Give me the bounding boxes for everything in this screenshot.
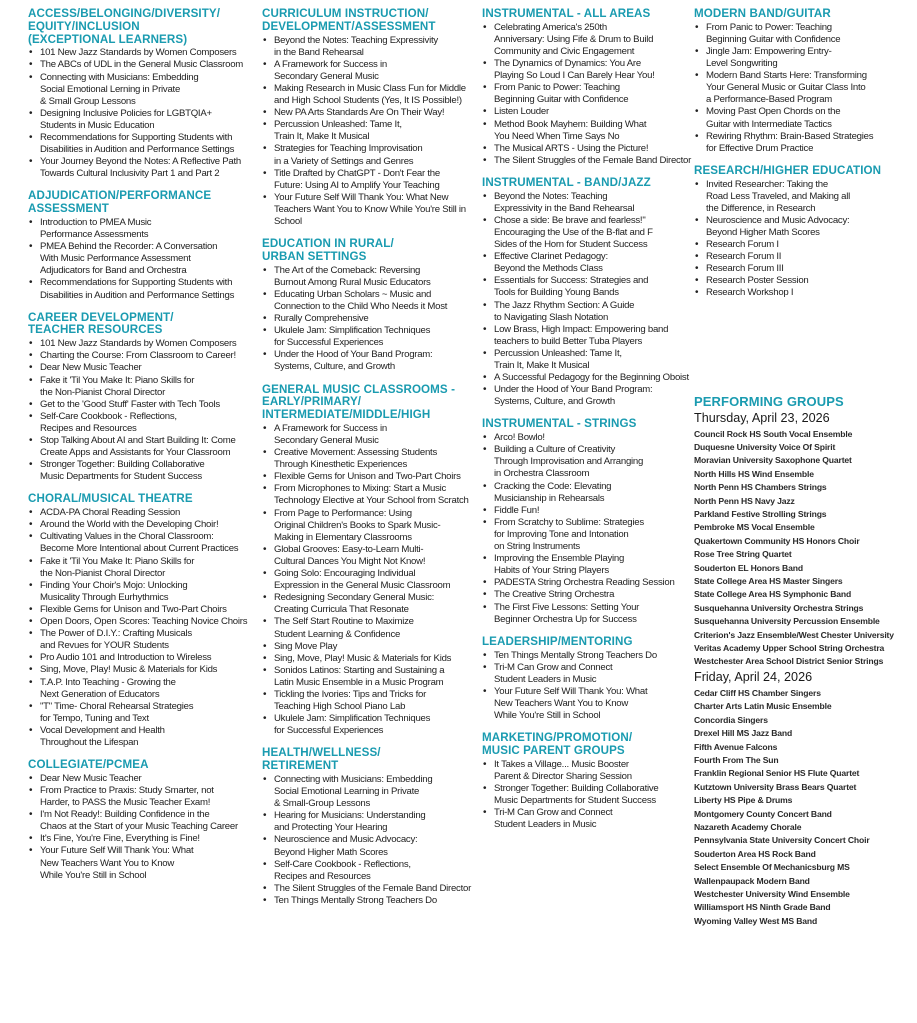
section-education-in-rural — [262, 238, 478, 373]
session-item: • The ABCs of UDL in the General Music Classroom — [28, 59, 248, 71]
ensemble-name: Souderton EL Honors Band — [694, 562, 803, 573]
session-item: • Tri-M Can Grow and Connect Student Leaders in Music — [482, 662, 694, 686]
session-item: • Sing, Move, Play! Music & Materials for Kids — [28, 664, 248, 676]
section-heading: ACCESS/BELONGING/DIVERSITY/ EQUITY/INCLUSION (EXCEPTIONAL LEARNERS) — [28, 7, 221, 46]
ensemble-name: Council Rock HS South Vocal Ensemble — [694, 428, 853, 439]
ensemble-name: Liberty HS Pipe & Drums — [694, 795, 793, 806]
ensemble-name: Pennsylvania State University Concert Choir — [694, 835, 870, 846]
ensemble-name: Quakertown Community HS Honors Choir — [694, 535, 860, 546]
session-item: • Method Book Mayhem: Building What You Need When Time Says No — [482, 119, 694, 143]
column-3 — [482, 8, 694, 841]
section-heading: COLLEGIATE/PCMEA — [28, 758, 149, 772]
section-heading: MARKETING/PROMOTION/ MUSIC PARENT GROUPS — [482, 731, 633, 757]
session-item: • Neuroscience and Music Advocacy: Beyond Higher Math Scores — [262, 834, 478, 858]
session-item: • Improving the Ensemble Playing Habits of Your String Players — [482, 553, 694, 577]
section-heading: INSTRUMENTAL - BAND/JAZZ — [482, 175, 651, 189]
session-item: • Under the Hood of Your Band Program: Systems, Culture, and Growth — [262, 349, 478, 373]
section-adjudication-performance — [28, 190, 248, 301]
ensemble-name: Fifth Avenue Falcons — [694, 741, 778, 752]
session-item: • Tri-M Can Grow and Connect Student Leaders in Music — [482, 807, 694, 831]
section-heading: CURRICULUM INSTRUCTION/ DEVELOPMENT/ASSESSMENT — [262, 7, 436, 33]
session-item: • Dear New Music Teacher — [28, 362, 248, 374]
session-item: • Research Workshop I — [694, 287, 914, 299]
session-item: • From Scratchy to Sublime: Strategies for Improving Tone and Intonation on String Instruments — [482, 517, 694, 553]
section-choral-musical-theatre — [28, 493, 248, 749]
session-item: • The Silent Struggles of the Female Band Director — [262, 883, 478, 895]
session-item: • From Panic to Power: Teaching Beginning Guitar with Confidence — [482, 82, 694, 106]
ensemble-name: Moravian University Saxophone Quartet — [694, 455, 852, 466]
ensemble-name: Westchester Area School District Senior Strings — [694, 656, 884, 667]
ensemble-name: State College Area HS Master Singers — [694, 576, 843, 587]
session-item: • Fake it 'Til You Make It: Piano Skills for the Non-Pianist Choral Director — [28, 375, 248, 399]
session-item: • Neuroscience and Music Advocacy: Beyond Higher Math Scores — [694, 215, 914, 239]
session-item: • Percussion Unleashed: Tame It, Train It, Make It Musical — [262, 119, 478, 143]
section-instrumental-band-jazz — [482, 177, 694, 408]
session-item: • From Page to Performance: Using Original Children's Books to Spark Music- Making in Elementary Classrooms — [262, 508, 478, 544]
session-item: • From Microphones to Mixing: Start a Music Technology Elective at Your School from Scratch — [262, 483, 478, 507]
section-heading: HEALTH/WELLNESS/ RETIREMENT — [262, 746, 381, 773]
section-heading: ADJUDICATION/PERFORMANCE ASSESSMENT — [28, 189, 212, 216]
session-list — [28, 217, 248, 302]
session-item: • Self-Care Cookbook - Reflections, Recipes and Resources — [262, 859, 478, 883]
session-item: • Chose a side: Be brave and fearless!" Encouraging the Use of the B-flat and F Sides of the Horn for Student Success — [482, 215, 694, 251]
session-item: • Cracking the Code: Elevating Musicianship in Rehearsals — [482, 481, 694, 505]
ensemble-name: Concordia Singers — [694, 714, 768, 725]
session-list — [482, 432, 694, 626]
session-item: • Sing Move Play — [262, 641, 478, 653]
session-item: • Beyond the Notes: Teaching Expressivity in the Band Rehearsal — [482, 191, 694, 215]
session-list — [262, 265, 478, 374]
session-item: • Research Poster Session — [694, 275, 914, 287]
section-heading: GENERAL MUSIC CLASSROOMS - EARLY/PRIMARY/ INTERMEDIATE/MIDDLE/HIGH — [262, 382, 456, 422]
session-item: • Redesigning Secondary General Music: Creating Curricula That Resonate — [262, 592, 478, 616]
session-item: • Stronger Together: Building Collaborative Music Departments for Student Success — [482, 783, 694, 807]
session-item: • Flexible Gems for Unison and Two-Part Choirs — [262, 471, 478, 483]
session-item: • Making Research in Music Class Fun for Middle and High School Students (Yes, It IS Possible!) — [262, 83, 478, 107]
ensemble-name: Souderton Area HS Rock Band — [694, 848, 816, 859]
session-item: • Percussion Unleashed: Tame It, Train It, Make It Musical — [482, 348, 694, 372]
session-item: • Stop Talking About AI and Start Building It: Come Create Apps and Assistants for Your Classroom — [28, 435, 248, 459]
ensemble-name: Duquesne University Voice Of Spirit — [694, 441, 836, 452]
session-item: • The Jazz Rhythm Section: A Guide to Navigating Slash Notation — [482, 300, 694, 324]
session-item: • Stronger Together: Building Collaborative Music Departments for Student Success — [28, 459, 248, 483]
session-item: • "T" Time- Choral Rehearsal Strategies for Tempo, Tuning and Text — [28, 701, 248, 725]
session-item: • The Dynamics of Dynamics: You Are Playing So Loud I Can Barely Hear You! — [482, 58, 694, 82]
column-4 — [694, 8, 914, 928]
ensemble-name: Fourth From The Sun — [694, 754, 779, 765]
session-item: • Ten Things Mentally Strong Teachers Do — [262, 895, 478, 907]
session-item: • The Self Start Routine to Maximize Student Learning & Confidence — [262, 616, 478, 640]
session-item: • The First Five Lessons: Setting Your Beginner Orchestra Up for Success — [482, 602, 694, 626]
session-item: • Research Forum I — [694, 239, 914, 251]
session-item: • Get to the 'Good Stuff' Faster with Tech Tools — [28, 399, 248, 411]
session-list — [482, 759, 694, 832]
session-item: • Recommendations for Supporting Students with Disabilities in Audition and Performance Settings — [28, 132, 248, 156]
session-item: • The Art of the Comeback: Reversing Burnout Among Rural Music Educators — [262, 265, 478, 289]
session-item: • Educating Urban Scholars ~ Music and Connection to the Child Who Needs it Most — [262, 289, 478, 313]
ensemble-name: Parkland Festive Strolling Strings — [694, 509, 827, 519]
session-item: • Jingle Jam: Empowering Entry- Level Songwriting — [694, 46, 914, 70]
section-health-wellness — [262, 747, 478, 907]
ensemble-name: Wallenpaupack Modern Band — [694, 875, 810, 886]
session-item: • Creative Movement: Assessing Students Through Kinesthetic Experiences — [262, 447, 478, 471]
ensemble-name: Westchester University Wind Ensemble — [694, 888, 850, 899]
session-item: • PMEA Behind the Recorder: A Conversation With Music Performance Assessment Adjudicators for Band and Orchestra — [28, 241, 248, 277]
session-item: • Invited Researcher: Taking the Road Less Traveled, and Making all the Difference, in Research — [694, 179, 914, 215]
session-item: • Sonidos Latinos: Starting and Sustaining a Latin Music Ensemble in a Music Program — [262, 665, 478, 689]
session-item: • Building a Culture of Creativity Through Improvisation and Arranging in Orchestra Classroom — [482, 444, 694, 480]
ensemble-name: Rose Tree String Quartet — [694, 549, 792, 560]
session-item: • Connecting with Musicians: Embedding Social Emotional Learning in Private & Small-Group Lessons — [262, 774, 478, 810]
ensemble-name: Franklin Regional Senior HS Flute Quartet — [694, 768, 860, 779]
ensemble-name: Susquehanna University Orchestra Strings — [694, 602, 864, 613]
section-collegiate-pcmea — [28, 759, 248, 882]
session-item: • Tickling the Ivories: Tips and Tricks for Teaching High School Piano Lab — [262, 689, 478, 713]
session-item: • Low Brass, High Impact: Empowering band teachers to build Better Tuba Players — [482, 324, 694, 348]
session-list — [482, 191, 694, 409]
section-heading: INSTRUMENTAL - ALL AREAS — [482, 7, 651, 20]
section-instrumental-all-areas — [482, 8, 694, 167]
session-item: • Research Forum II — [694, 251, 914, 263]
session-item: • Listen Louder — [482, 106, 694, 118]
session-item: • Flexible Gems for Unison and Two-Part Choirs — [28, 604, 248, 616]
session-item: • Self-Care Cookbook - Reflections, Recipes and Resources — [28, 411, 248, 435]
session-list — [28, 773, 248, 882]
session-item: • Ten Things Mentally Strong Teachers Do — [482, 650, 694, 662]
performing-day-label: Thursday, April 23, 2026 — [694, 410, 830, 425]
session-item: • It Takes a Village... Music Booster Parent & Director Sharing Session — [482, 759, 694, 783]
section-modern-band-guitar — [694, 8, 914, 155]
session-item: • From Panic to Power: Teaching Beginning Guitar with Confidence — [694, 22, 914, 46]
ensemble-name: Nazareth Academy Chorale — [694, 821, 802, 832]
session-item: • Global Grooves: Easy-to-Learn Multi- Cultural Dances You Might Not Know! — [262, 544, 478, 568]
session-item: • Strategies for Teaching Improvisation in a Variety of Settings and Genres — [262, 143, 478, 167]
ensemble-name: Wyoming Valley West MS Band — [694, 915, 818, 926]
ensemble-name: North Penn HS Navy Jazz — [694, 495, 795, 506]
ensemble-name: North Hills HS Wind Ensemble — [694, 468, 814, 479]
column-1 — [28, 8, 248, 892]
session-list — [482, 650, 694, 723]
section-heading: INSTRUMENTAL - STRINGS — [482, 417, 637, 431]
ensemble-name: Veritas Academy Upper School String Orchestra — [694, 643, 885, 654]
session-item: • Fiddle Fun! — [482, 505, 694, 517]
session-item: • Moving Past Open Chords on the Guitar with Intermediate Tactics — [694, 106, 914, 130]
ensemble-name: Select Ensemble Of Mechanicsburg MS — [694, 862, 850, 873]
session-item: • Connecting with Musicians: Embedding Social Emotional Lerning in Private & Small Group Lessons — [28, 72, 248, 108]
session-item: • PADESTA String Orchestra Reading Session — [482, 577, 694, 589]
session-list — [262, 35, 478, 229]
session-item: • Ukulele Jam: Simplification Techniques for Successful Experiences — [262, 713, 478, 737]
section-heading: EDUCATION IN RURAL/ URBAN SETTINGS — [262, 237, 394, 263]
ensemble-name: Charter Arts Latin Music Ensemble — [694, 701, 832, 712]
ensemble-name: Criterion's Jazz Ensemble/West Chester University — [694, 629, 894, 640]
section-leadership-mentoring — [482, 636, 694, 722]
session-item: • Modern Band Starts Here: Transforming Your General Music or Guitar Class Into a Performance-Based Program — [694, 70, 914, 106]
session-item: • Around the World with the Developing Choir! — [28, 519, 248, 531]
session-list — [694, 22, 914, 155]
session-item: • Arco! Bowlo! — [482, 432, 694, 444]
session-item: • The Musical ARTS - Using the Picture! — [482, 143, 694, 155]
section-curriculum-instruction — [262, 8, 478, 228]
session-item: • Beyond the Notes: Teaching Expressivity in the Band Rehearsal — [262, 35, 478, 59]
performing-days — [694, 411, 914, 929]
section-heading: CHORAL/MUSICAL THEATRE — [28, 492, 193, 506]
session-item: • Ukulele Jam: Simplification Techniques for Successful Experiences — [262, 325, 478, 349]
section-research-higher-education — [694, 165, 914, 300]
session-list — [262, 774, 478, 907]
ensemble-name: Williamsport HS Ninth Grade Band — [694, 902, 831, 913]
session-item: • Your Future Self Will Thank You: What New Teachers Want You to Know While You're Still in School — [482, 686, 694, 722]
session-item: • A Framework for Success in Secondary General Music — [262, 59, 478, 83]
session-list — [28, 507, 248, 749]
session-item: • New PA Arts Standards Are On Their Way! — [262, 107, 478, 119]
session-item: • Open Doors, Open Scores: Teaching Novice Choirs — [28, 616, 248, 628]
ensemble-name: Kutztown University Brass Bears Quartet — [694, 781, 857, 792]
section-heading: LEADERSHIP/MENTORING — [482, 634, 633, 648]
performing-day-label: Friday, April 24, 2026 — [694, 669, 813, 684]
section-heading: CAREER DEVELOPMENT/ TEACHER RESOURCES — [28, 310, 174, 337]
session-item: • Finding Your Choir's Mojo: Unlocking Musicality Through Eurhythmics — [28, 580, 248, 604]
session-item: • Recommendations for Supporting Students with Disabilities in Audition and Performance Settings — [28, 277, 248, 301]
ensemble-name: Montgomery County Concert Band — [694, 808, 832, 819]
session-item: • Vocal Development and Health Throughout the Lifespan — [28, 725, 248, 749]
session-list — [482, 22, 694, 167]
session-list — [28, 47, 248, 180]
section-heading: RESEARCH/HIGHER EDUCATION — [694, 163, 882, 177]
session-list — [262, 423, 478, 737]
session-item: • It's Fine, You're Fine, Everything is Fine! — [28, 833, 248, 845]
session-item: • 101 New Jazz Standards by Women Composers — [28, 338, 248, 350]
ensemble-name: Cedar Cliff HS Chamber Singers — [694, 687, 821, 698]
session-item: • Rewiring Rhythm: Brain-Based Strategies for Effective Drum Practice — [694, 131, 914, 155]
performing-groups — [694, 394, 914, 929]
column-2 — [262, 8, 478, 917]
session-item: • Celebrating America's 250th Anniversary: Using Fife & Drum to Build Community and Civic Engagement — [482, 22, 694, 58]
session-item: • A Successful Pedagogy for the Beginning Oboist — [482, 372, 694, 384]
ensemble-name: State College Area HS Symphonic Band — [694, 589, 852, 600]
session-item: • From Practice to Praxis: Study Smarter, not Harder, to PASS the Music Teacher Exam! — [28, 785, 248, 809]
session-item: • Hearing for Musicians: Understanding and Protecting Your Hearing — [262, 810, 478, 834]
session-item: • Title Drafted by ChatGPT - Don't Fear the Future: Using AI to Amplify Your Teaching — [262, 168, 478, 192]
session-list — [694, 179, 914, 300]
session-item: • 101 New Jazz Standards by Women Composers — [28, 47, 248, 59]
session-item: • Pro Audio 101 and Introduction to Wireless — [28, 652, 248, 664]
column-4-sections — [694, 8, 914, 300]
section-access-belonging-diversity — [28, 8, 248, 180]
session-item: • Under the Hood of Your Band Program: Systems, Culture, and Growth — [482, 384, 694, 408]
session-item: • Going Solo: Encouraging Individual Expression in the General Music Classroom — [262, 568, 478, 592]
session-item: • Dear New Music Teacher — [28, 773, 248, 785]
session-item: • The Creative String Orchestra — [482, 589, 694, 601]
section-instrumental-strings — [482, 418, 694, 625]
section-heading: MODERN BAND/GUITAR — [694, 7, 831, 20]
session-item: • Cultivating Values in the Choral Classroom: Become More Intentional about Current Practices — [28, 531, 248, 555]
session-item: • T.A.P. Into Teaching - Growing the Next Generation of Educators — [28, 677, 248, 701]
session-item: • Essentials for Success: Strategies and Tools for Building Young Bands — [482, 275, 694, 299]
session-item: • A Framework for Success in Secondary General Music — [262, 423, 478, 447]
session-item: • Introduction to PMEA Music Performance Assessments — [28, 217, 248, 241]
session-item: • Effective Clarinet Pedagogy: Beyond the Methods Class — [482, 251, 694, 275]
performing-groups-title: PERFORMING GROUPS — [694, 393, 844, 409]
session-item: • Your Future Self Will Thank You: What New Teachers Want You to Know While You're Still in School — [262, 192, 478, 228]
session-item: • The Silent Struggles of the Female Band Director — [482, 155, 694, 167]
ensemble-name: North Penn HS Chambers Strings — [694, 482, 827, 493]
session-item: • Designing Inclusive Policies for LGBTQIA+ Students in Music Education — [28, 108, 248, 132]
section-general-music-classrooms — [262, 384, 478, 738]
session-item: • Your Future Self Will Thank You: What New Teachers Want You to Know While You're Still in School — [28, 845, 248, 881]
session-item: • Charting the Course: From Classroom to Career! — [28, 350, 248, 362]
section-marketing-promotion — [482, 732, 694, 831]
session-item: • I'm Not Ready!: Building Confidence in the Chaos at the Start of your Music Teaching Career — [28, 809, 248, 833]
ensemble-name: Susquehanna University Percussion Ensemble — [694, 616, 880, 627]
session-item: • Rurally Comprehensive — [262, 313, 478, 325]
session-item: • Your Journey Beyond the Notes: A Reflective Path Towards Cultural Inclusivity Part 1 and Part 2 — [28, 156, 248, 180]
session-list — [28, 338, 248, 483]
section-career-development — [28, 312, 248, 484]
session-item: • ACDA-PA Choral Reading Session — [28, 507, 248, 519]
session-item: • The Power of D.I.Y.: Crafting Musicals and Revues for YOUR Students — [28, 628, 248, 652]
session-item: • Research Forum III — [694, 263, 914, 275]
session-item: • Sing, Move, Play! Music & Materials for Kids — [262, 653, 478, 665]
ensemble-name: Drexel Hill MS Jazz Band — [694, 728, 793, 739]
session-item: • Fake it 'Til You Make It: Piano Skills for the Non-Pianist Choral Director — [28, 556, 248, 580]
ensemble-name: Pembroke MS Vocal Ensemble — [694, 522, 815, 533]
